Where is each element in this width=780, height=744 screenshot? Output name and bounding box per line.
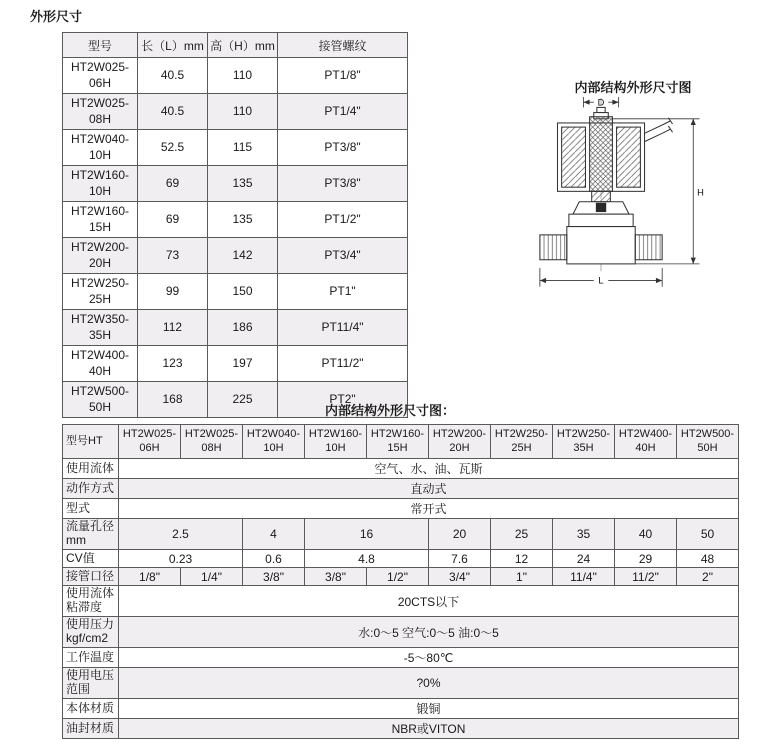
spec-row-action bbox=[63, 479, 739, 499]
spec-row-port bbox=[63, 568, 739, 586]
dim-h-label: H bbox=[697, 187, 704, 198]
thread-cell: PT3/8" bbox=[278, 166, 408, 202]
row-label: 动作方式 bbox=[63, 479, 119, 499]
model-line1: HT2W025- bbox=[122, 427, 177, 440]
length-cell: 168 bbox=[138, 382, 208, 418]
model-line2: 40H bbox=[88, 363, 111, 378]
cv-value: 48 bbox=[677, 550, 739, 568]
length-cell: 52.5 bbox=[138, 130, 208, 166]
table-row bbox=[63, 346, 408, 382]
model-line1: HT2W040- bbox=[246, 427, 301, 440]
model-line2: 25H bbox=[511, 441, 532, 454]
model-line2: 06H bbox=[139, 441, 160, 454]
column-header-height: 高（H）mm bbox=[208, 33, 278, 58]
spec-row-type bbox=[63, 499, 739, 519]
model-line1: HT2W250- bbox=[556, 427, 611, 440]
dim-l-label: L bbox=[598, 275, 604, 286]
model-line2: 15H bbox=[88, 219, 111, 234]
row-value: -5～80℃ bbox=[119, 648, 739, 668]
valve-body bbox=[569, 191, 633, 226]
model-line2: 20H bbox=[449, 441, 470, 454]
height-cell: 110 bbox=[208, 94, 278, 130]
height-cell: 142 bbox=[208, 238, 278, 274]
row-value: 空气、水、油、瓦斯 bbox=[119, 459, 739, 479]
model-line2: 50H bbox=[697, 441, 718, 454]
port-value: 2" bbox=[677, 568, 739, 586]
table-row bbox=[63, 202, 408, 238]
thread-cell: PT3/8" bbox=[278, 130, 408, 166]
model-line1: HT2W160- bbox=[70, 203, 129, 218]
orifice-value: 35 bbox=[553, 519, 615, 550]
table-header-row bbox=[63, 33, 408, 58]
row-label: 使用电压范围 bbox=[63, 668, 119, 699]
pipe-body bbox=[540, 227, 662, 264]
row-value: 20CTS以下 bbox=[119, 586, 739, 617]
length-cell: 112 bbox=[138, 310, 208, 346]
model-line2: 40H bbox=[635, 441, 656, 454]
model-line1: HT2W500- bbox=[680, 427, 735, 440]
table-row bbox=[63, 310, 408, 346]
cv-value: 7.6 bbox=[429, 550, 491, 568]
model-column-header bbox=[181, 425, 243, 459]
cv-value: 29 bbox=[615, 550, 677, 568]
row-label: 使用压力 kgf/cm2 bbox=[63, 617, 119, 648]
model-column-header bbox=[491, 425, 553, 459]
row-label: 型式 bbox=[63, 499, 119, 519]
corner-header: 型号HT bbox=[63, 425, 119, 459]
model-cell bbox=[63, 94, 138, 130]
model-line1: HT2W500- bbox=[70, 383, 129, 398]
cv-value: 24 bbox=[553, 550, 615, 568]
length-cell: 123 bbox=[138, 346, 208, 382]
outline-dimensions-table bbox=[62, 32, 408, 418]
model-line2: 10H bbox=[325, 441, 346, 454]
model-line2: 08H bbox=[201, 441, 222, 454]
length-cell: 69 bbox=[138, 166, 208, 202]
model-column-header bbox=[677, 425, 739, 459]
model-line2: 35H bbox=[88, 327, 111, 342]
thread-cell: PT2" bbox=[278, 382, 408, 418]
port-value: 1/4" bbox=[181, 568, 243, 586]
thread-cell: PT11/2" bbox=[278, 346, 408, 382]
row-label: 油封材质 bbox=[63, 719, 119, 739]
orifice-value: 4 bbox=[243, 519, 305, 550]
length-cell: 40.5 bbox=[138, 94, 208, 130]
model-column-header bbox=[553, 425, 615, 459]
model-line1: HT2W160- bbox=[370, 427, 425, 440]
diagram-title: 内部结构外形尺寸图 bbox=[574, 80, 692, 95]
length-cell: 40.5 bbox=[138, 58, 208, 94]
row-value: 直动式 bbox=[119, 479, 739, 499]
height-cell: 150 bbox=[208, 274, 278, 310]
orifice-value: 16 bbox=[305, 519, 429, 550]
row-label: 流量孔径 mm bbox=[63, 519, 119, 550]
thread-cell: PT3/4" bbox=[278, 238, 408, 274]
row-value: 锻铜 bbox=[119, 699, 739, 719]
length-cell: 73 bbox=[138, 238, 208, 274]
model-line2: 50H bbox=[88, 399, 111, 414]
height-cell: 225 bbox=[208, 382, 278, 418]
spec-row-voltage bbox=[63, 668, 739, 699]
table-row bbox=[63, 238, 408, 274]
row-label: CV值 bbox=[63, 550, 119, 568]
spec-row-seal-material bbox=[63, 719, 739, 739]
model-cell bbox=[63, 238, 138, 274]
row-value: NBR或VITON bbox=[119, 719, 739, 739]
model-column-header bbox=[615, 425, 677, 459]
orifice-value: 2.5 bbox=[119, 519, 243, 550]
port-value: 3/4" bbox=[429, 568, 491, 586]
model-line1: HT2W160- bbox=[70, 167, 129, 182]
height-cell: 110 bbox=[208, 58, 278, 94]
thread-cell: PT1" bbox=[278, 274, 408, 310]
spec-row-orifice bbox=[63, 519, 739, 550]
table-row bbox=[63, 130, 408, 166]
table-row bbox=[63, 94, 408, 130]
height-cell: 197 bbox=[208, 346, 278, 382]
port-value: 3/8" bbox=[243, 568, 305, 586]
model-line2: 15H bbox=[387, 441, 408, 454]
column-header-model: 型号 bbox=[63, 33, 138, 58]
model-line2: 35H bbox=[573, 441, 594, 454]
column-header-length: 长（L）mm bbox=[138, 33, 208, 58]
height-cell: 186 bbox=[208, 310, 278, 346]
spec-row-fluid bbox=[63, 459, 739, 479]
spec-table-title: 内部结构外形尺寸图： bbox=[324, 403, 455, 418]
thread-cell: PT1/4" bbox=[278, 94, 408, 130]
port-value: 1/8" bbox=[119, 568, 181, 586]
model-cell bbox=[63, 202, 138, 238]
spec-row-pressure bbox=[63, 617, 739, 648]
model-line1: HT2W200- bbox=[432, 427, 487, 440]
thread-cell: PT1/8" bbox=[278, 58, 408, 94]
row-label: 接管口径 bbox=[63, 568, 119, 586]
model-line2: 10H bbox=[263, 441, 284, 454]
table-row bbox=[63, 58, 408, 94]
model-line1: HT2W250- bbox=[494, 427, 549, 440]
height-cell: 115 bbox=[208, 130, 278, 166]
table-row bbox=[63, 274, 408, 310]
row-label: 使用流体粘滞度 bbox=[63, 586, 119, 617]
model-cell bbox=[63, 310, 138, 346]
height-cell: 135 bbox=[208, 166, 278, 202]
orifice-value: 50 bbox=[677, 519, 739, 550]
model-column-header bbox=[429, 425, 491, 459]
model-line1: HT2W025- bbox=[70, 95, 129, 110]
model-line2: 20H bbox=[88, 255, 111, 270]
orifice-value: 25 bbox=[491, 519, 553, 550]
thread-cell: PT1/2" bbox=[278, 202, 408, 238]
model-cell bbox=[63, 166, 138, 202]
model-column-header bbox=[305, 425, 367, 459]
length-cell: 99 bbox=[138, 274, 208, 310]
port-value: 1" bbox=[491, 568, 553, 586]
model-line1: HT2W200- bbox=[70, 239, 129, 254]
cv-value: 0.6 bbox=[243, 550, 305, 568]
model-line1: HT2W160- bbox=[308, 427, 363, 440]
port-value: 11/4" bbox=[553, 568, 615, 586]
length-cell: 69 bbox=[138, 202, 208, 238]
row-value: ?0% bbox=[119, 668, 739, 699]
model-line1: HT2W400- bbox=[70, 347, 129, 362]
row-value: 常开式 bbox=[119, 499, 739, 519]
model-line2: 06H bbox=[88, 75, 111, 90]
row-label: 工作温度 bbox=[63, 648, 119, 668]
model-line1: HT2W400- bbox=[618, 427, 673, 440]
model-cell bbox=[63, 130, 138, 166]
cv-value: 12 bbox=[491, 550, 553, 568]
orifice-value: 40 bbox=[615, 519, 677, 550]
section-title: 外形尺寸 bbox=[30, 9, 83, 24]
row-value: 水:0～5 空气:0～5 油:0～5 bbox=[119, 617, 739, 648]
spec-row-viscosity bbox=[63, 586, 739, 617]
model-line1: HT2W350- bbox=[70, 311, 129, 326]
spec-row-temperature bbox=[63, 648, 739, 668]
port-value: 3/8" bbox=[305, 568, 367, 586]
model-cell bbox=[63, 274, 138, 310]
dim-d-label: D bbox=[597, 97, 605, 108]
column-header-thread: 接管螺纹 bbox=[278, 33, 408, 58]
specifications-table bbox=[62, 424, 739, 739]
thread-cell: PT11/4" bbox=[278, 310, 408, 346]
model-column-header bbox=[243, 425, 305, 459]
spec-row-cv bbox=[63, 550, 739, 568]
table-row bbox=[63, 166, 408, 202]
model-cell bbox=[63, 58, 138, 94]
model-line1: HT2W040- bbox=[70, 131, 129, 146]
row-label: 本体材质 bbox=[63, 699, 119, 719]
spec-row-body-material bbox=[63, 699, 739, 719]
model-line1: HT2W025- bbox=[184, 427, 239, 440]
port-value: 11/2" bbox=[615, 568, 677, 586]
model-column-header bbox=[367, 425, 429, 459]
model-line2: 10H bbox=[88, 183, 111, 198]
model-line2: 08H bbox=[88, 111, 111, 126]
row-label: 使用流体 bbox=[63, 459, 119, 479]
cv-value: 4.8 bbox=[305, 550, 429, 568]
model-line1: HT2W025- bbox=[70, 59, 129, 74]
height-cell: 135 bbox=[208, 202, 278, 238]
spec-header-row bbox=[63, 425, 739, 459]
cv-value: 0.23 bbox=[119, 550, 243, 568]
model-column-header bbox=[119, 425, 181, 459]
model-line2: 25H bbox=[88, 291, 111, 306]
model-cell bbox=[63, 346, 138, 382]
port-value: 1/2" bbox=[367, 568, 429, 586]
model-line1: HT2W250- bbox=[70, 275, 129, 290]
valve-structure-diagram bbox=[525, 96, 733, 324]
solenoid-coil bbox=[557, 117, 644, 192]
model-line2: 10H bbox=[88, 147, 111, 162]
orifice-value: 20 bbox=[429, 519, 491, 550]
lead-wires bbox=[645, 118, 673, 142]
